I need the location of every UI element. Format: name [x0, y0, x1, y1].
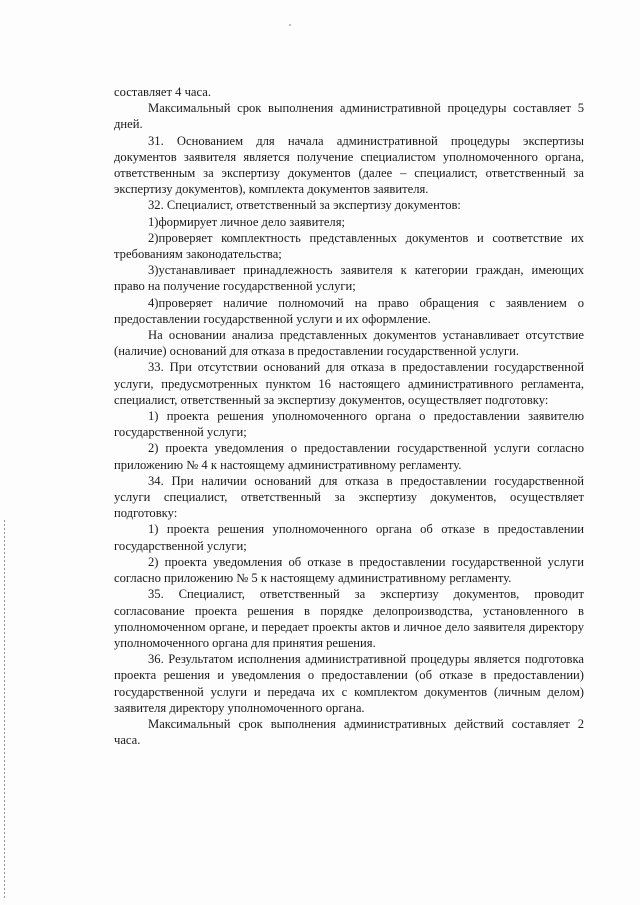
list-item: 1)формирует личное дело заявителя;	[148, 214, 345, 229]
scan-edge-mark	[4, 520, 5, 900]
paragraph: 31. Основанием для начала административной процедуры экспертизы документов заявителя является получение специалистом уполномоченного органа, ответственным за экспертизу документов (далее – специалист, ответственный за экспертизу документов), комплекта документов заявителя.	[114, 133, 584, 197]
list-item: 1) проекта решения уполномоченного органа о предоставлении заявителю государственной услуги;	[114, 409, 584, 440]
paragraph: Максимальный срок выполнения административных действий составляет 2 часа.	[114, 716, 584, 748]
paragraph: 35. Специалист, ответственный за экспертизу документов, проводит согласование проекта решения в порядке делопроизводства, установленного в уполномоченном органе, и передает проекты актов и личное дело заявителя директору уполномоченного органа для принятия решения.	[114, 587, 584, 650]
paragraph: На основании анализа представленных документов устанавливает отсутствие (наличие) оснований для отказа в предоставлении государственной услуги.	[114, 328, 584, 359]
list-item: 1) проекта решения уполномоченного органа об отказе в предоставлении государственной услуги;	[114, 522, 584, 553]
list-item: 2) проекта уведомления об отказе в предоставлении государственной услуги согласно приложению № 5 к настоящему административному регламенту.	[114, 554, 584, 586]
paragraph: Максимальный срок выполнения административной процедуры составляет 5 дней.	[114, 101, 584, 132]
document-body	[114, 84, 584, 748]
list-item: 4)проверяет наличие полномочий на право обращения с заявлением о предоставлении государственной услуги и их оформление.	[114, 295, 584, 326]
paragraph: 32. Специалист, ответственный за экспертизу документов:	[148, 198, 461, 213]
paragraph: 36. Результатом исполнения административной процедуры является подготовка проекта решения и уведомления о предоставлении (об отказе в предоставлении) государственной услуги и передача их с комплектом документов (личным делом) заявителя директору уполномоченного органа.	[114, 652, 584, 715]
scan-speck	[289, 24, 291, 26]
list-item: 2) проекта уведомления о предоставлении государственной услуги согласно приложению № 4 к настоящему административному регламенту.	[114, 441, 584, 472]
paragraph: составляет 4 часа.	[114, 85, 211, 99]
paragraph: 33. При отсутствии оснований для отказа в предоставлении государственной услуги, предусмотренных пунктом 16 настоящего административного регламента, специалист, ответственный за экспертизу документов, осуществляет подготовку:	[114, 360, 584, 407]
paragraph: 34. При наличии оснований для отказа в предоставлении государственной услуги специалист, ответственный за экспертизу документов, осуществляет подготовку:	[114, 473, 584, 521]
list-item: 3)устанавливает принадлежность заявителя к категории граждан, имеющих право на получение государственной услуги;	[114, 263, 584, 294]
list-item: 2)проверяет комплектность представленных документов и соответствие их требованиям законодательства;	[114, 230, 584, 262]
